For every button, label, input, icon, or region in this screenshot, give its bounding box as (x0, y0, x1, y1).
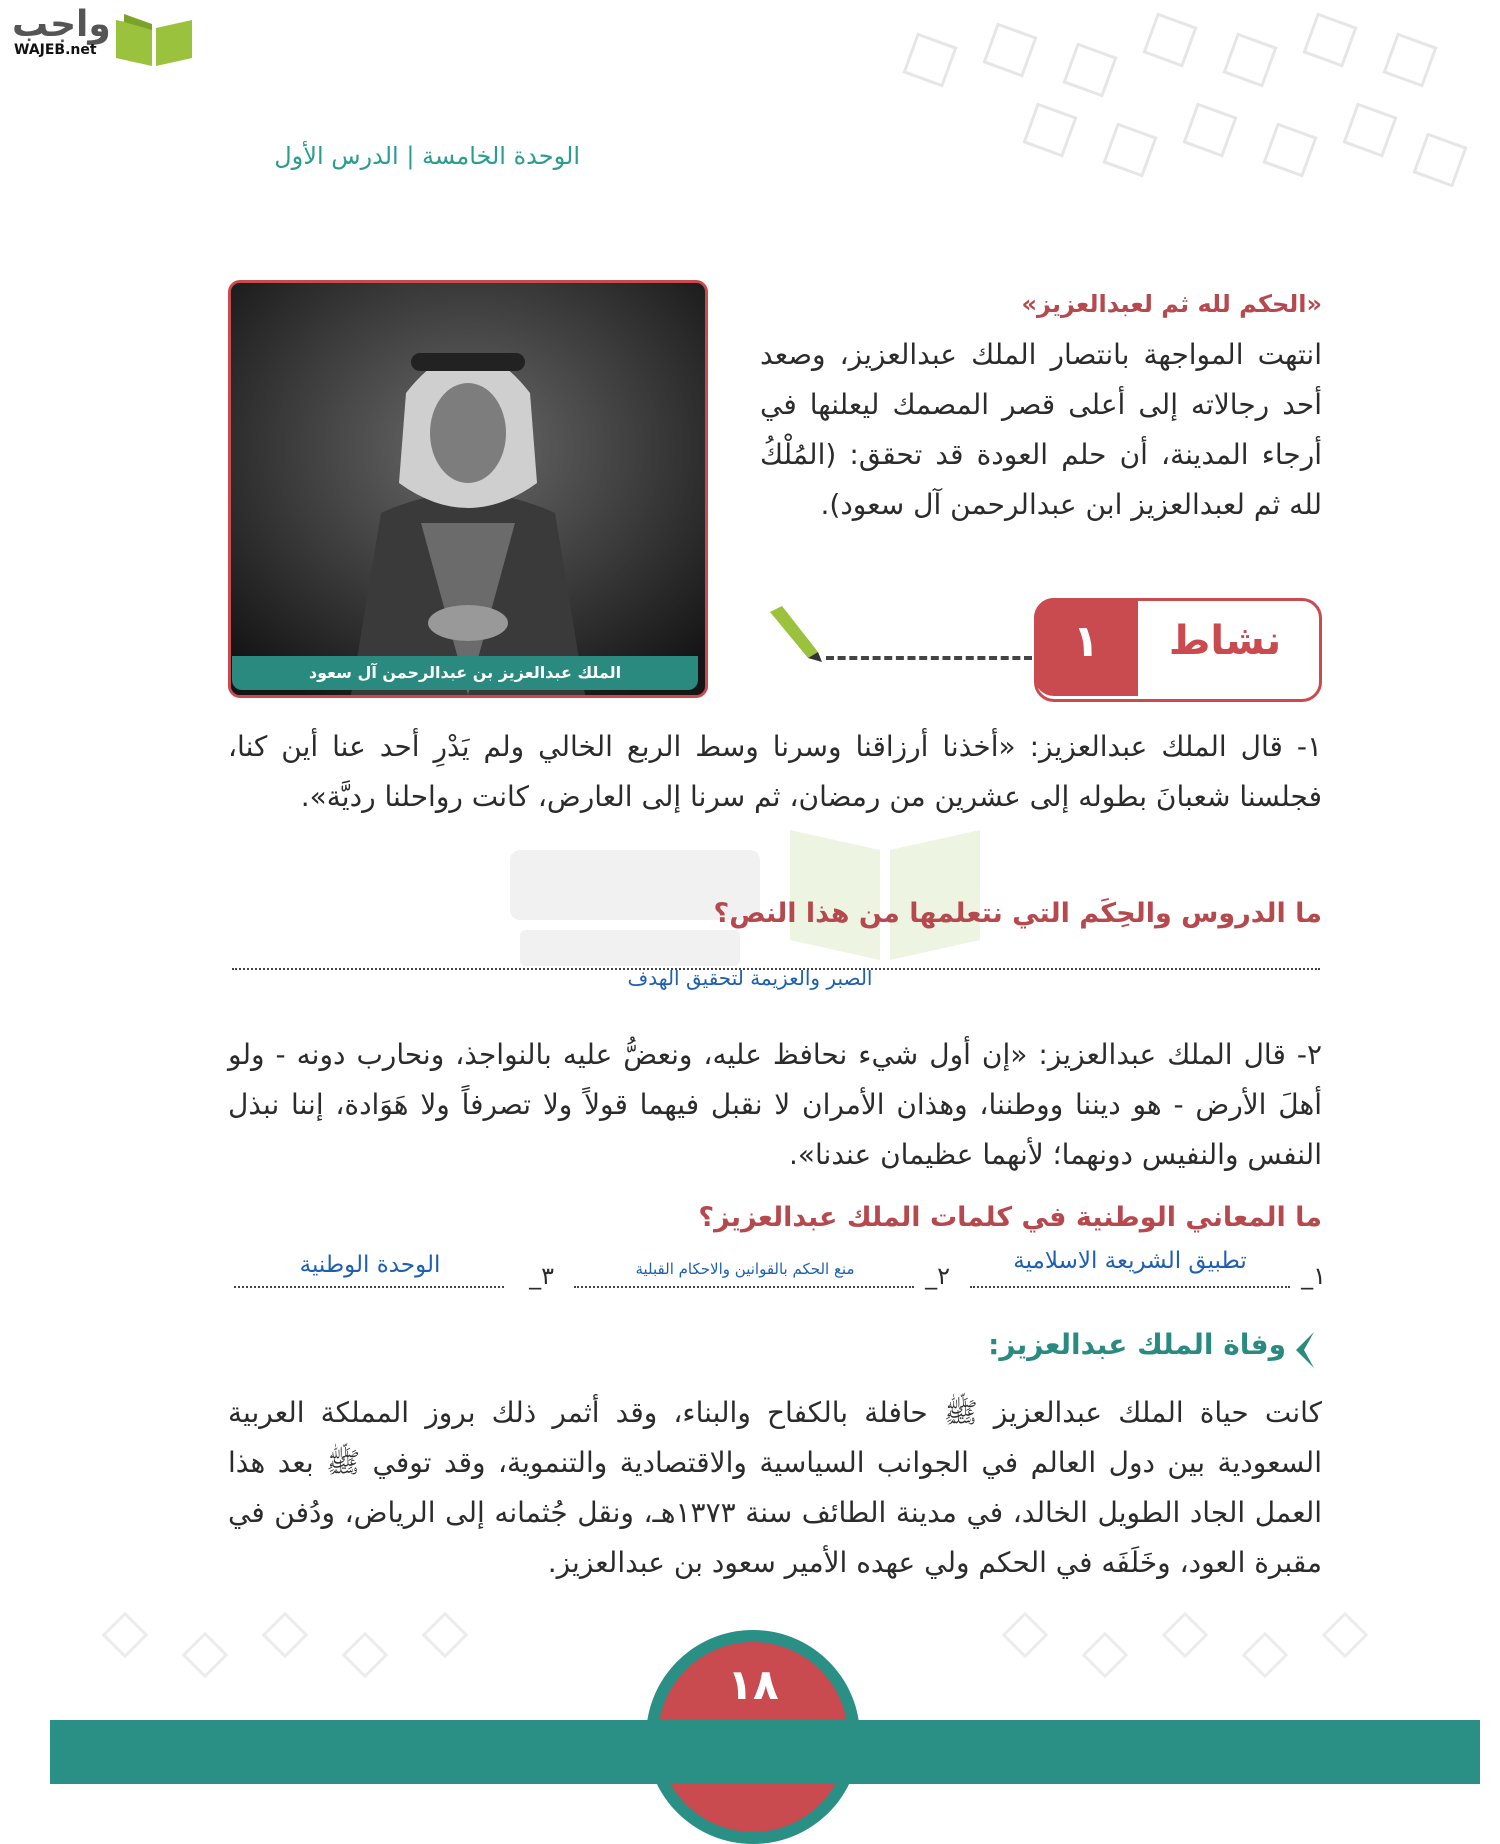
answer-2-2-num: ٢_ (925, 1262, 950, 1290)
activity-dash-line (826, 656, 1032, 660)
logo-subtext: WAJEB.net (14, 42, 97, 58)
answer-2-3-num: ٣_ (529, 1262, 554, 1290)
answer-2-2[interactable]: منع الحكم بالقوانين والاحكام القبلية (635, 1260, 855, 1278)
wajeb-watermark (500, 810, 1000, 980)
decor-pattern (880, 0, 1500, 240)
pencil-icon (764, 602, 824, 662)
activity-number: ١ (1072, 616, 1100, 667)
answer-line-2-2 (574, 1286, 914, 1288)
breadcrumb: الوحدة الخامسة | الدرس الأول (274, 142, 580, 170)
quote-2: ٢- قال الملك عبدالعزيز: «إن أول شيء نحافظ عليه، ونعضُّ عليه بالنواجذ، ونحارب دونه - ولو أهلَ الأرض - هو ديننا ووطننا، وهذان الأمران لا نقبل فيهما قولاً ولا تصرفاً ولا هَوَادة، إننا نبذل النفس والنفيس دونهما؛ لأنهما عظيمان عندنا». (228, 1038, 1322, 1171)
question-1: ما الدروس والحِكَم التي نتعلمها من هذا النص؟ (713, 898, 1322, 929)
answer-2-1-num: ١_ (1301, 1262, 1326, 1290)
intro-title: «الحكم لله ثم لعبدالعزيز» (1021, 290, 1322, 318)
question-2: ما المعاني الوطنية في كلمات الملك عبدالعزيز؟ (698, 1202, 1322, 1233)
king-photo (228, 280, 708, 698)
photo-caption: الملك عبدالعزيز بن عبدالرحمن آل سعود (232, 656, 698, 690)
footer-band (50, 1720, 1480, 1784)
answer-line-2-1 (970, 1286, 1290, 1288)
answer-1[interactable]: الصبر والعزيمة لتحقيق الهدف (627, 966, 873, 990)
portrait-image (231, 283, 705, 695)
section-title: وفاة الملك عبدالعزيز: (988, 1328, 1286, 1361)
logo-text: واجب (12, 4, 111, 45)
activity-label: نشاط (1168, 618, 1282, 664)
book-icon (112, 10, 196, 68)
quote-1: ١- قال الملك عبدالعزيز: «أخذنا أرزاقنا وسرنا وسط الربع الخالي ولم يَدْرِ أحد عنا أين كنا، فجلسنا شعبانَ بطوله إلى عشرين من رمضان، ثم سرنا إلى العارض، كانت رواحلنا رديَّة». (228, 730, 1322, 813)
answer-2-1[interactable]: تطبيق الشريعة الاسلامية (1013, 1248, 1247, 1274)
intro-body: انتهت المواجهة بانتصار الملك عبدالعزيز، وصعد أحد رجالاته إلى أعلى قصر المصمك ليعلنها في أرجاء المدينة، أن حلم العودة قد تحقق: (المُلْكُ لله ثم لعبدالعزيز ابن عبدالرحمن آل سعود). (760, 338, 1322, 521)
death-body: كانت حياة الملك عبدالعزيز ﷺ حافلة بالكفاح والبناء، وقد أثمر ذلك بروز المملكة العربية السعودية بين دول العالم في الجوانب السياسية والاقتصادية والتنموية، وقد توفي ﷺ بعد هذا العمل الجاد الطويل الخالد، في مدينة الطائف سنة ١٣٧٣هـ، ونقل جُثمانه إلى الرياض، ودُفن في مقبرة العود، وخَلَفَه في الحكم ولي عهده الأمير سعود بن عبدالعزيز. (228, 1396, 1323, 1579)
page-number: ١٨ (727, 1660, 779, 1709)
answer-2-3[interactable]: الوحدة الوطنية (299, 1252, 441, 1278)
section-arrow-icon (1290, 1330, 1320, 1370)
answer-line-2-3 (234, 1286, 504, 1288)
